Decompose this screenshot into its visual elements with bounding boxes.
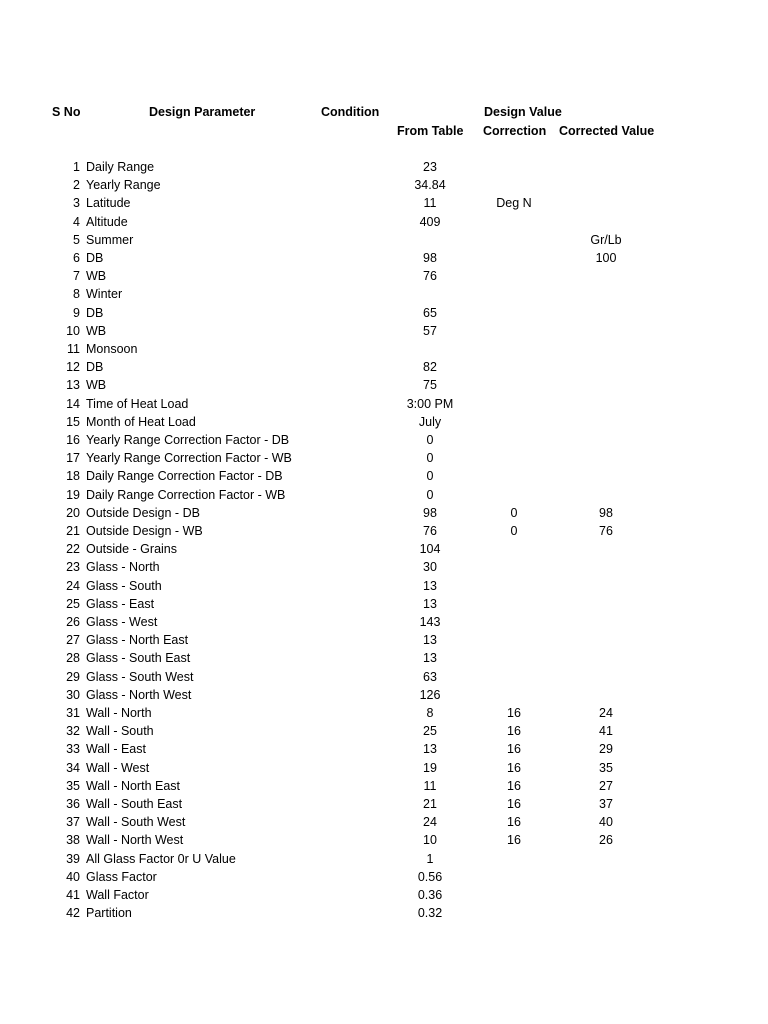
row-parameter: Monsoon bbox=[86, 342, 138, 356]
row-parameter: DB bbox=[86, 306, 104, 320]
row-number: 9 bbox=[73, 306, 80, 320]
row-parameter: Wall - North East bbox=[86, 779, 181, 793]
row-parameter: Latitude bbox=[86, 196, 131, 210]
row-from-table: 0 bbox=[426, 433, 434, 447]
row-parameter: DB bbox=[86, 360, 104, 374]
row-from-table: 104 bbox=[419, 542, 441, 556]
row-from-table: 11 bbox=[423, 779, 437, 793]
row-parameter: Outside - Grains bbox=[86, 542, 178, 556]
row-corrected-value: 35 bbox=[599, 761, 613, 775]
row-number: 13 bbox=[66, 378, 80, 392]
row-parameter: Partition bbox=[86, 906, 132, 920]
row-number: 7 bbox=[73, 269, 80, 283]
row-parameter: Glass - South West bbox=[86, 670, 194, 684]
row-from-table: 34.84 bbox=[414, 178, 446, 192]
row-parameter: Wall - South West bbox=[86, 815, 186, 829]
row-from-table: 409 bbox=[419, 215, 441, 229]
row-number: 14 bbox=[66, 397, 80, 411]
header-design-value: Design Value bbox=[484, 105, 562, 119]
row-parameter: All Glass Factor 0r U Value bbox=[86, 852, 236, 866]
row-number: 5 bbox=[73, 233, 80, 247]
row-parameter: Yearly Range Correction Factor - DB bbox=[86, 433, 290, 447]
row-number: 18 bbox=[66, 469, 80, 483]
row-number: 29 bbox=[66, 670, 80, 684]
row-parameter: Glass - South bbox=[86, 579, 162, 593]
row-corrected-value: 37 bbox=[599, 797, 613, 811]
row-parameter: Wall - South bbox=[86, 724, 154, 738]
row-from-table: 13 bbox=[423, 651, 437, 665]
row-from-table: 10 bbox=[423, 833, 437, 847]
row-number: 27 bbox=[66, 633, 80, 647]
row-number: 26 bbox=[66, 615, 80, 629]
row-from-table: 3:00 PM bbox=[406, 397, 454, 411]
row-from-table: 8 bbox=[426, 706, 434, 720]
row-correction: Deg N bbox=[496, 196, 532, 210]
row-from-table: 63 bbox=[423, 670, 437, 684]
row-number: 30 bbox=[66, 688, 80, 702]
row-from-table: 65 bbox=[423, 306, 437, 320]
row-number: 20 bbox=[66, 506, 80, 520]
row-number: 22 bbox=[66, 542, 80, 556]
row-from-table: 0.36 bbox=[417, 888, 443, 902]
row-from-table: 126 bbox=[419, 688, 441, 702]
row-parameter: Glass - East bbox=[86, 597, 155, 611]
row-number: 11 bbox=[67, 342, 80, 356]
row-correction: 0 bbox=[510, 524, 518, 538]
row-number: 35 bbox=[66, 779, 80, 793]
row-from-table: 11 bbox=[423, 196, 437, 210]
row-from-table: 76 bbox=[423, 269, 437, 283]
row-number: 25 bbox=[66, 597, 80, 611]
row-corrected-value: 100 bbox=[595, 251, 617, 265]
row-correction: 16 bbox=[507, 815, 521, 829]
row-from-table: 0.56 bbox=[417, 870, 443, 884]
row-number: 15 bbox=[66, 415, 80, 429]
row-from-table: 0.32 bbox=[417, 906, 443, 920]
row-parameter: Glass - North East bbox=[86, 633, 189, 647]
row-corrected-value: 24 bbox=[599, 706, 613, 720]
row-parameter: DB bbox=[86, 251, 104, 265]
row-number: 37 bbox=[66, 815, 80, 829]
row-parameter: Wall - East bbox=[86, 742, 146, 756]
row-from-table: 30 bbox=[423, 560, 437, 574]
row-from-table: 13 bbox=[423, 742, 437, 756]
row-parameter: Time of Heat Load bbox=[86, 397, 189, 411]
row-number: 38 bbox=[66, 833, 80, 847]
row-parameter: WB bbox=[86, 269, 107, 283]
row-from-table: 13 bbox=[423, 633, 437, 647]
row-corrected-value: 98 bbox=[599, 506, 613, 520]
row-correction: 0 bbox=[510, 506, 518, 520]
row-parameter: Glass - North West bbox=[86, 688, 192, 702]
row-parameter: Outside Design - DB bbox=[86, 506, 200, 520]
row-parameter: Summer bbox=[86, 233, 134, 247]
row-number: 33 bbox=[66, 742, 80, 756]
row-parameter: Altitude bbox=[86, 215, 128, 229]
row-from-table: 13 bbox=[423, 597, 437, 611]
row-number: 36 bbox=[66, 797, 80, 811]
header-corrected-value: Corrected Value bbox=[559, 124, 655, 138]
row-parameter: Glass Factor bbox=[86, 870, 157, 884]
row-parameter: Wall Factor bbox=[86, 888, 149, 902]
row-number: 41 bbox=[66, 888, 80, 902]
row-number: 12 bbox=[66, 360, 80, 374]
row-from-table: 1 bbox=[426, 852, 434, 866]
row-corrected-value: 29 bbox=[599, 742, 613, 756]
row-corrected-value: 76 bbox=[599, 524, 613, 538]
row-from-table: 23 bbox=[423, 160, 437, 174]
row-parameter: WB bbox=[86, 324, 107, 338]
row-from-table: 76 bbox=[423, 524, 437, 538]
row-correction: 16 bbox=[507, 833, 521, 847]
row-correction: 16 bbox=[507, 706, 521, 720]
row-number: 28 bbox=[66, 651, 80, 665]
row-parameter: Wall - West bbox=[86, 761, 150, 775]
row-from-table: 143 bbox=[419, 615, 441, 629]
row-correction: 16 bbox=[507, 742, 521, 756]
row-parameter: Glass - South East bbox=[86, 651, 191, 665]
row-from-table: 24 bbox=[423, 815, 437, 829]
row-number: 3 bbox=[73, 196, 80, 210]
row-from-table: 82 bbox=[423, 360, 437, 374]
row-number: 42 bbox=[66, 906, 80, 920]
row-from-table: 19 bbox=[423, 761, 437, 775]
row-parameter: Daily Range bbox=[86, 160, 155, 174]
row-number: 4 bbox=[73, 215, 80, 229]
row-correction: 16 bbox=[507, 797, 521, 811]
row-number: 2 bbox=[73, 178, 80, 192]
row-number: 19 bbox=[66, 488, 80, 502]
row-number: 40 bbox=[66, 870, 80, 884]
row-parameter: Wall - South East bbox=[86, 797, 183, 811]
row-correction: 16 bbox=[507, 761, 521, 775]
row-number: 39 bbox=[66, 852, 80, 866]
row-number: 8 bbox=[73, 287, 80, 301]
row-parameter: Yearly Range Correction Factor - WB bbox=[86, 451, 292, 465]
row-parameter: Glass - North bbox=[86, 560, 160, 574]
row-from-table: 25 bbox=[423, 724, 437, 738]
row-number: 21 bbox=[66, 524, 80, 538]
row-from-table: 98 bbox=[423, 506, 437, 520]
row-corrected-value: 41 bbox=[599, 724, 613, 738]
row-from-table: 57 bbox=[423, 324, 437, 338]
row-corrected-value: 27 bbox=[599, 779, 613, 793]
header-from-table: From Table bbox=[397, 124, 464, 138]
row-parameter: Daily Range Correction Factor - WB bbox=[86, 488, 286, 502]
row-parameter: Outside Design - WB bbox=[86, 524, 203, 538]
header-correction: Correction bbox=[483, 124, 547, 138]
header-condition: Condition bbox=[321, 105, 380, 119]
row-parameter: WB bbox=[86, 378, 107, 392]
header-design-parameter: Design Parameter bbox=[149, 105, 256, 119]
row-corrected-value: 26 bbox=[599, 833, 613, 847]
row-number: 1 bbox=[73, 160, 80, 174]
row-parameter: Yearly Range bbox=[86, 178, 161, 192]
row-number: 24 bbox=[66, 579, 80, 593]
row-parameter: Winter bbox=[86, 287, 123, 301]
row-from-table: 13 bbox=[423, 579, 437, 593]
row-number: 34 bbox=[66, 761, 80, 775]
row-from-table: 75 bbox=[423, 378, 437, 392]
row-number: 6 bbox=[73, 251, 80, 265]
row-from-table: 0 bbox=[426, 488, 434, 502]
row-number: 31 bbox=[66, 706, 80, 720]
row-corrected-value: Gr/Lb bbox=[590, 233, 622, 247]
row-correction: 16 bbox=[507, 724, 521, 738]
row-number: 23 bbox=[66, 560, 80, 574]
row-from-table: 0 bbox=[426, 451, 434, 465]
row-corrected-value: 40 bbox=[599, 815, 613, 829]
row-number: 17 bbox=[66, 451, 80, 465]
row-parameter: Month of Heat Load bbox=[86, 415, 196, 429]
row-from-table: 98 bbox=[423, 251, 437, 265]
row-parameter: Glass - West bbox=[86, 615, 158, 629]
row-parameter: Daily Range Correction Factor - DB bbox=[86, 469, 283, 483]
row-from-table: July bbox=[418, 415, 442, 429]
row-from-table: 0 bbox=[426, 469, 434, 483]
row-parameter: Wall - North West bbox=[86, 833, 184, 847]
row-number: 16 bbox=[66, 433, 80, 447]
row-number: 32 bbox=[66, 724, 80, 738]
header-sno: S No bbox=[52, 105, 81, 119]
row-correction: 16 bbox=[507, 779, 521, 793]
row-from-table: 21 bbox=[423, 797, 437, 811]
row-parameter: Wall - North bbox=[86, 706, 152, 720]
row-number: 10 bbox=[66, 324, 80, 338]
